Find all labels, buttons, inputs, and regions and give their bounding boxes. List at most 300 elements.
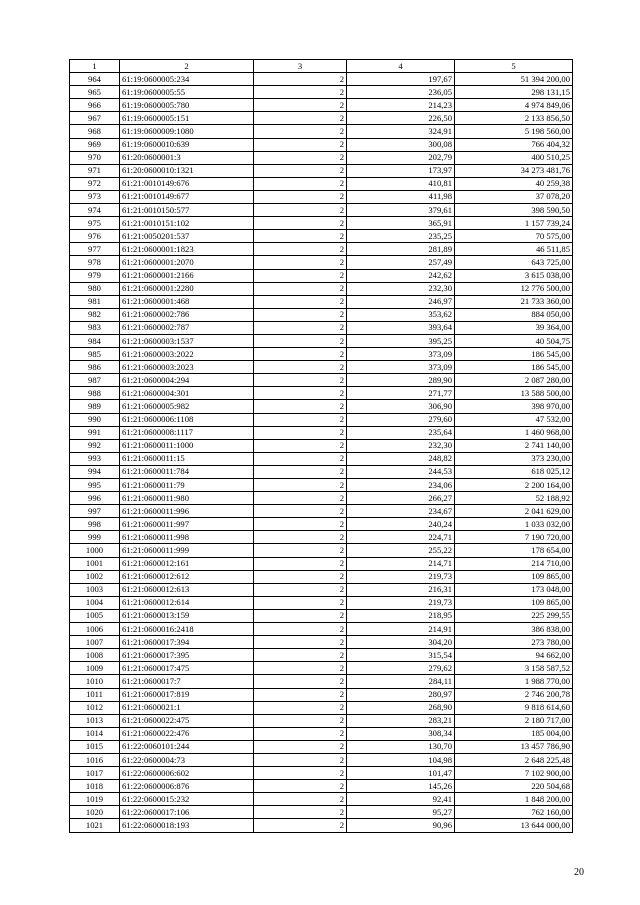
value-cell: 7 190 720,00	[455, 531, 573, 544]
cadastral-number-cell: 61:21:0600017:7	[120, 675, 254, 688]
category-cell: 2	[254, 753, 347, 766]
value-cell: 386 838,00	[455, 623, 573, 636]
value-cell: 9 818 614,60	[455, 701, 573, 714]
area-cell: 395,25	[347, 334, 455, 347]
area-cell: 279,62	[347, 662, 455, 675]
cadastral-number-cell: 61:21:0010149:676	[120, 177, 254, 190]
category-cell: 2	[254, 138, 347, 151]
area-cell: 232,30	[347, 282, 455, 295]
category-cell: 2	[254, 596, 347, 609]
area-cell: 130,70	[347, 740, 455, 753]
area-cell: 218,95	[347, 609, 455, 622]
column-header: 1	[70, 60, 120, 73]
category-cell: 2	[254, 243, 347, 256]
category-cell: 2	[254, 518, 347, 531]
area-cell: 104,98	[347, 753, 455, 766]
cadastral-number-cell: 61:21:0600005:982	[120, 400, 254, 413]
category-cell: 2	[254, 190, 347, 203]
value-cell: 70 575,00	[455, 230, 573, 243]
table-row	[70, 138, 573, 151]
area-cell: 219,73	[347, 570, 455, 583]
table-row	[70, 609, 573, 622]
column-header: 5	[455, 60, 573, 73]
category-cell: 2	[254, 740, 347, 753]
value-cell: 214 710,00	[455, 557, 573, 570]
category-cell: 2	[254, 295, 347, 308]
table-row	[70, 151, 573, 164]
category-cell: 2	[254, 531, 347, 544]
value-cell: 40 504,75	[455, 334, 573, 347]
row-index-cell: 1002	[70, 570, 120, 583]
row-index-cell: 993	[70, 452, 120, 465]
row-index-cell: 996	[70, 492, 120, 505]
row-index-cell: 973	[70, 190, 120, 203]
value-cell: 762 160,00	[455, 806, 573, 819]
row-index-cell: 987	[70, 374, 120, 387]
area-cell: 246,97	[347, 295, 455, 308]
table-row	[70, 596, 573, 609]
category-cell: 2	[254, 727, 347, 740]
row-index-cell: 971	[70, 164, 120, 177]
cadastral-number-cell: 61:21:0600002:786	[120, 308, 254, 321]
category-cell: 2	[254, 806, 347, 819]
area-cell: 95,27	[347, 806, 455, 819]
table-row	[70, 387, 573, 400]
category-cell: 2	[254, 623, 347, 636]
row-index-cell: 969	[70, 138, 120, 151]
row-index-cell: 998	[70, 518, 120, 531]
value-cell: 185 004,00	[455, 727, 573, 740]
area-cell: 353,62	[347, 308, 455, 321]
area-cell: 410,81	[347, 177, 455, 190]
cadastral-number-cell: 61:21:0600003:2022	[120, 348, 254, 361]
row-index-cell: 980	[70, 282, 120, 295]
table-row	[70, 177, 573, 190]
category-cell: 2	[254, 426, 347, 439]
cadastral-number-cell: 61:21:0600011:999	[120, 544, 254, 557]
table-row	[70, 465, 573, 478]
row-index-cell: 1008	[70, 649, 120, 662]
table-row	[70, 479, 573, 492]
value-cell: 2 648 225,48	[455, 753, 573, 766]
row-index-cell: 964	[70, 73, 120, 86]
category-cell: 2	[254, 308, 347, 321]
cadastral-number-cell: 61:21:0600021:1	[120, 701, 254, 714]
row-index-cell: 986	[70, 361, 120, 374]
value-cell: 2 200 164,00	[455, 479, 573, 492]
table-row	[70, 321, 573, 334]
cadastral-number-cell: 61:21:0010151:102	[120, 217, 254, 230]
area-cell: 279,60	[347, 413, 455, 426]
cadastral-number-cell: 61:22:0600018:193	[120, 819, 254, 832]
table-row	[70, 112, 573, 125]
area-cell: 214,91	[347, 623, 455, 636]
row-index-cell: 1017	[70, 767, 120, 780]
category-cell: 2	[254, 452, 347, 465]
value-cell: 109 865,00	[455, 570, 573, 583]
area-cell: 224,71	[347, 531, 455, 544]
category-cell: 2	[254, 217, 347, 230]
row-index-cell: 997	[70, 505, 120, 518]
value-cell: 51 394 200,00	[455, 73, 573, 86]
value-cell: 3 158 587,52	[455, 662, 573, 675]
category-cell: 2	[254, 125, 347, 138]
category-cell: 2	[254, 505, 347, 518]
area-cell: 283,21	[347, 714, 455, 727]
table-row	[70, 583, 573, 596]
row-index-cell: 984	[70, 334, 120, 347]
page-number: 20	[574, 867, 584, 878]
cadastral-number-cell: 61:21:0600011:980	[120, 492, 254, 505]
value-cell: 37 078,20	[455, 190, 573, 203]
table-row	[70, 819, 573, 832]
table-row	[70, 675, 573, 688]
cadastral-number-cell: 61:22:0600015:232	[120, 793, 254, 806]
category-cell: 2	[254, 609, 347, 622]
area-cell: 173,97	[347, 164, 455, 177]
table-row	[70, 439, 573, 452]
category-cell: 2	[254, 583, 347, 596]
cadastral-number-cell: 61:21:0600001:2280	[120, 282, 254, 295]
category-cell: 2	[254, 544, 347, 557]
table-row	[70, 714, 573, 727]
category-cell: 2	[254, 177, 347, 190]
area-cell: 257,49	[347, 256, 455, 269]
table-row	[70, 753, 573, 766]
value-cell: 766 404,32	[455, 138, 573, 151]
row-index-cell: 1016	[70, 753, 120, 766]
cadastral-number-cell: 61:21:0600011:1000	[120, 439, 254, 452]
category-cell: 2	[254, 151, 347, 164]
row-index-cell: 995	[70, 479, 120, 492]
table-row	[70, 518, 573, 531]
area-cell: 315,54	[347, 649, 455, 662]
value-cell: 186 545,00	[455, 361, 573, 374]
row-index-cell: 966	[70, 99, 120, 112]
area-cell: 244,53	[347, 465, 455, 478]
value-cell: 400 510,25	[455, 151, 573, 164]
area-cell: 373,09	[347, 361, 455, 374]
cadastral-number-cell: 61:21:0600011:784	[120, 465, 254, 478]
area-cell: 235,64	[347, 426, 455, 439]
table-row	[70, 649, 573, 662]
table-row	[70, 204, 573, 217]
area-cell: 197,67	[347, 73, 455, 86]
table-row	[70, 269, 573, 282]
value-cell: 225 299,55	[455, 609, 573, 622]
area-cell: 281,89	[347, 243, 455, 256]
row-index-cell: 970	[70, 151, 120, 164]
column-header: 2	[120, 60, 254, 73]
cadastral-number-cell: 61:21:0600004:301	[120, 387, 254, 400]
cadastral-number-cell: 61:19:0600005:55	[120, 86, 254, 99]
category-cell: 2	[254, 164, 347, 177]
category-cell: 2	[254, 793, 347, 806]
area-cell: 235,25	[347, 230, 455, 243]
table-row	[70, 400, 573, 413]
value-cell: 2 746 200,78	[455, 688, 573, 701]
row-index-cell: 994	[70, 465, 120, 478]
cadastral-number-cell: 61:21:0600001:1823	[120, 243, 254, 256]
value-cell: 4 974 849,06	[455, 99, 573, 112]
category-cell: 2	[254, 230, 347, 243]
cadastral-number-cell: 61:19:0600005:234	[120, 73, 254, 86]
value-cell: 13 644 000,00	[455, 819, 573, 832]
value-cell: 398 970,00	[455, 400, 573, 413]
cadastral-number-cell: 61:21:0010150:577	[120, 204, 254, 217]
area-cell: 90,96	[347, 819, 455, 832]
cadastral-number-cell: 61:21:0600002:787	[120, 321, 254, 334]
row-index-cell: 1009	[70, 662, 120, 675]
table-row	[70, 308, 573, 321]
category-cell: 2	[254, 112, 347, 125]
cadastral-number-cell: 61:22:0600004:73	[120, 753, 254, 766]
row-index-cell: 974	[70, 204, 120, 217]
table-row	[70, 793, 573, 806]
table-row	[70, 256, 573, 269]
row-index-cell: 1015	[70, 740, 120, 753]
area-cell: 324,91	[347, 125, 455, 138]
value-cell: 13 457 786,90	[455, 740, 573, 753]
value-cell: 186 545,00	[455, 348, 573, 361]
area-cell: 271,77	[347, 387, 455, 400]
cadastral-number-cell: 61:19:0600005:151	[120, 112, 254, 125]
category-cell: 2	[254, 701, 347, 714]
table-row	[70, 505, 573, 518]
area-cell: 284,11	[347, 675, 455, 688]
value-cell: 5 198 560,00	[455, 125, 573, 138]
row-index-cell: 985	[70, 348, 120, 361]
cadastral-number-cell: 61:19:0600005:780	[120, 99, 254, 112]
table-body	[70, 73, 573, 832]
cadastral-number-cell: 61:21:0010149:677	[120, 190, 254, 203]
value-cell: 7 102 900,00	[455, 767, 573, 780]
area-cell: 373,09	[347, 348, 455, 361]
row-index-cell: 975	[70, 217, 120, 230]
cadastral-number-cell: 61:21:0600001:2166	[120, 269, 254, 282]
cadastral-number-cell: 61:22:0600017:106	[120, 806, 254, 819]
area-cell: 214,71	[347, 557, 455, 570]
row-index-cell: 968	[70, 125, 120, 138]
value-cell: 39 364,00	[455, 321, 573, 334]
row-index-cell: 992	[70, 439, 120, 452]
value-cell: 618 025,12	[455, 465, 573, 478]
cadastral-number-cell: 61:21:0600012:613	[120, 583, 254, 596]
category-cell: 2	[254, 269, 347, 282]
row-index-cell: 988	[70, 387, 120, 400]
row-index-cell: 991	[70, 426, 120, 439]
area-cell: 214,23	[347, 99, 455, 112]
table-row	[70, 623, 573, 636]
cadastral-number-cell: 61:21:0050201:537	[120, 230, 254, 243]
row-index-cell: 1013	[70, 714, 120, 727]
value-cell: 884 050,00	[455, 308, 573, 321]
value-cell: 34 273 481,76	[455, 164, 573, 177]
area-cell: 202,79	[347, 151, 455, 164]
row-index-cell: 1010	[70, 675, 120, 688]
cadastral-number-cell: 61:21:0600011:998	[120, 531, 254, 544]
table-row	[70, 780, 573, 793]
value-cell: 94 662,00	[455, 649, 573, 662]
row-index-cell: 999	[70, 531, 120, 544]
table-row	[70, 374, 573, 387]
value-cell: 12 776 500,00	[455, 282, 573, 295]
value-cell: 13 588 500,00	[455, 387, 573, 400]
cadastral-number-cell: 61:21:0600022:475	[120, 714, 254, 727]
area-cell: 268,90	[347, 701, 455, 714]
category-cell: 2	[254, 256, 347, 269]
row-index-cell: 1021	[70, 819, 120, 832]
row-index-cell: 1003	[70, 583, 120, 596]
row-index-cell: 1000	[70, 544, 120, 557]
row-index-cell: 990	[70, 413, 120, 426]
value-cell: 21 733 360,00	[455, 295, 573, 308]
table-row	[70, 334, 573, 347]
cadastral-number-cell: 61:21:0600017:819	[120, 688, 254, 701]
table-row	[70, 99, 573, 112]
category-cell: 2	[254, 649, 347, 662]
area-cell: 379,61	[347, 204, 455, 217]
area-cell: 234,67	[347, 505, 455, 518]
table-row	[70, 492, 573, 505]
row-index-cell: 1019	[70, 793, 120, 806]
area-cell: 219,73	[347, 596, 455, 609]
category-cell: 2	[254, 780, 347, 793]
category-cell: 2	[254, 714, 347, 727]
table-row	[70, 740, 573, 753]
value-cell: 46 511,85	[455, 243, 573, 256]
table-row	[70, 282, 573, 295]
category-cell: 2	[254, 570, 347, 583]
table-row	[70, 73, 573, 86]
cadastral-number-cell: 61:21:0600011:997	[120, 518, 254, 531]
cadastral-number-cell: 61:21:0600011:79	[120, 479, 254, 492]
row-index-cell: 1006	[70, 623, 120, 636]
area-cell: 289,90	[347, 374, 455, 387]
area-cell: 393,64	[347, 321, 455, 334]
cadastral-number-cell: 61:20:0600001:3	[120, 151, 254, 164]
row-index-cell: 1020	[70, 806, 120, 819]
cadastral-number-cell: 61:21:0600003:1537	[120, 334, 254, 347]
area-cell: 226,50	[347, 112, 455, 125]
cadastral-number-cell: 61:21:0600012:614	[120, 596, 254, 609]
table-row	[70, 361, 573, 374]
table-row	[70, 806, 573, 819]
row-index-cell: 1001	[70, 557, 120, 570]
category-cell: 2	[254, 387, 347, 400]
value-cell: 298 131,15	[455, 86, 573, 99]
value-cell: 2 087 280,00	[455, 374, 573, 387]
row-index-cell: 1007	[70, 636, 120, 649]
category-cell: 2	[254, 400, 347, 413]
category-cell: 2	[254, 636, 347, 649]
column-header: 3	[254, 60, 347, 73]
category-cell: 2	[254, 204, 347, 217]
category-cell: 2	[254, 492, 347, 505]
cadastral-number-cell: 61:21:0600008:1117	[120, 426, 254, 439]
cadastral-number-cell: 61:21:0600017:395	[120, 649, 254, 662]
row-index-cell: 983	[70, 321, 120, 334]
value-cell: 2 180 717,00	[455, 714, 573, 727]
cadastral-number-cell: 61:21:0600016:2418	[120, 623, 254, 636]
category-cell: 2	[254, 282, 347, 295]
area-cell: 242,62	[347, 269, 455, 282]
category-cell: 2	[254, 439, 347, 452]
cadastral-number-cell: 61:21:0600004:294	[120, 374, 254, 387]
value-cell: 1 988 770,00	[455, 675, 573, 688]
value-cell: 47 532,00	[455, 413, 573, 426]
table-row	[70, 662, 573, 675]
area-cell: 306,90	[347, 400, 455, 413]
row-index-cell: 965	[70, 86, 120, 99]
table-row	[70, 86, 573, 99]
area-cell: 365,91	[347, 217, 455, 230]
table-row	[70, 348, 573, 361]
cadastral-number-cell: 61:21:0600022:476	[120, 727, 254, 740]
cadastral-number-cell: 61:19:0600009:1080	[120, 125, 254, 138]
table-row	[70, 413, 573, 426]
category-cell: 2	[254, 374, 347, 387]
category-cell: 2	[254, 819, 347, 832]
cadastral-number-cell: 61:21:0600017:394	[120, 636, 254, 649]
row-index-cell: 1004	[70, 596, 120, 609]
value-cell: 1 460 968,00	[455, 426, 573, 439]
category-cell: 2	[254, 465, 347, 478]
value-cell: 1 157 739,24	[455, 217, 573, 230]
cadastral-number-cell: 61:21:0600012:612	[120, 570, 254, 583]
category-cell: 2	[254, 767, 347, 780]
cadastral-number-cell: 61:22:0600006:876	[120, 780, 254, 793]
category-cell: 2	[254, 73, 347, 86]
area-cell: 216,31	[347, 583, 455, 596]
cadastral-number-cell: 61:21:0600012:161	[120, 557, 254, 570]
row-index-cell: 989	[70, 400, 120, 413]
area-cell: 240,24	[347, 518, 455, 531]
cadastral-value-table	[69, 59, 573, 833]
area-cell: 145,26	[347, 780, 455, 793]
value-cell: 109 865,00	[455, 596, 573, 609]
table-row	[70, 688, 573, 701]
row-index-cell: 979	[70, 269, 120, 282]
value-cell: 1 033 032,00	[455, 518, 573, 531]
area-cell: 236,05	[347, 86, 455, 99]
column-number-header-row	[70, 60, 573, 73]
table-row	[70, 230, 573, 243]
area-cell: 101,47	[347, 767, 455, 780]
row-index-cell: 972	[70, 177, 120, 190]
area-cell: 300,08	[347, 138, 455, 151]
row-index-cell: 1005	[70, 609, 120, 622]
cadastral-number-cell: 61:22:0600006:602	[120, 767, 254, 780]
value-cell: 220 504,68	[455, 780, 573, 793]
area-cell: 92,41	[347, 793, 455, 806]
value-cell: 273 780,00	[455, 636, 573, 649]
table-row	[70, 125, 573, 138]
area-cell: 232,30	[347, 439, 455, 452]
category-cell: 2	[254, 479, 347, 492]
row-index-cell: 1012	[70, 701, 120, 714]
cadastral-number-cell: 61:21:0600006:1108	[120, 413, 254, 426]
table-row	[70, 727, 573, 740]
value-cell: 2 133 856,50	[455, 112, 573, 125]
category-cell: 2	[254, 99, 347, 112]
table-row	[70, 767, 573, 780]
area-cell: 234,06	[347, 479, 455, 492]
row-index-cell: 1014	[70, 727, 120, 740]
row-index-cell: 977	[70, 243, 120, 256]
category-cell: 2	[254, 348, 347, 361]
table-row	[70, 636, 573, 649]
